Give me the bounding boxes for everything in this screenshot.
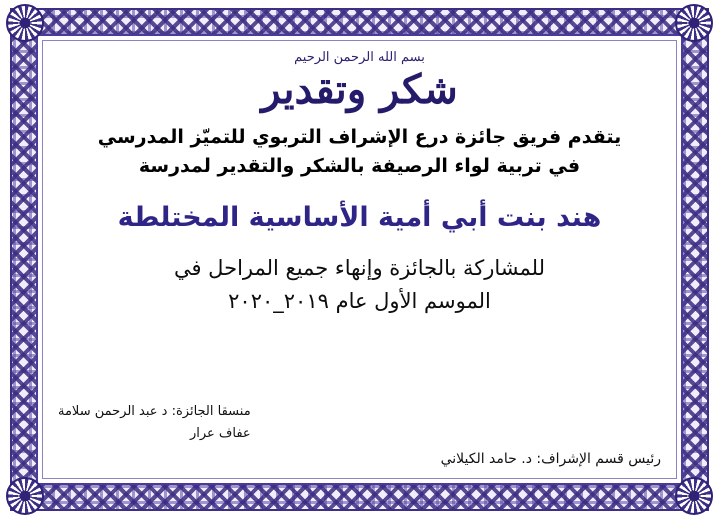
corner-medallion-top-left [6,4,44,42]
reason-line-1: للمشاركة بالجائزة وإنهاء جميع المراحل في [173,256,546,281]
department-head-row [58,451,661,467]
reason-paragraph [66,252,653,317]
signature-area [58,401,661,467]
coordinators-second-name: عفاف عرار [189,425,251,441]
corner-medallion-top-right [675,4,713,42]
department-head-label: رئيس قسم الإشراف: د. حامد الكيلاني [440,451,661,467]
lead-paragraph [66,123,653,180]
certificate-title: شكر وتقدير [261,66,458,113]
corner-medallion-bottom-right [675,477,713,515]
reason-line-2: الموسم الأول عام ٢٠١٩_٢٠٢٠ [228,288,491,313]
coordinators-label: منسقا الجائزة: د عبد الرحمن سلامة [58,403,251,419]
coordinators-block-wrap [58,401,661,445]
honoree-name: هند بنت أبي أمية الأساسية المختلطة [117,202,602,233]
certificate-content [48,44,671,475]
corner-medallion-bottom-left [6,477,44,515]
basmala-text: بسم الله الرحمن الرحيم [294,50,425,65]
lead-line-1: يتقدم فريق جائزة درع الإشراف التربوي للتميّز المدرسي [97,126,622,148]
lead-line-2: في تربية لواء الرصيفة بالشكر والتقدير لمدرسة [138,154,581,177]
coordinators-block [58,401,251,445]
